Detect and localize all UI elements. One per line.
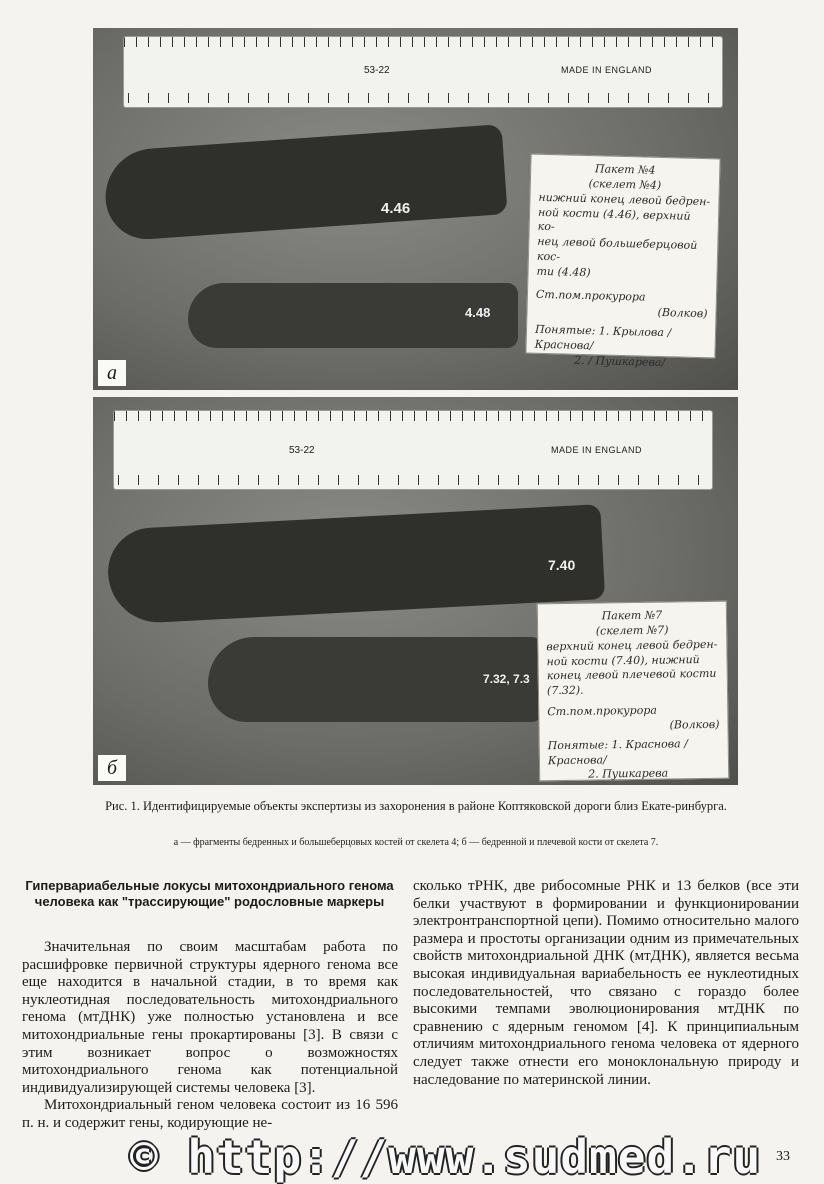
bone-femur-b: [106, 504, 605, 625]
tag-line: нижний конец левой бедрен-: [538, 190, 711, 208]
tag-line: Ст.пом.прокурора: [547, 703, 658, 719]
ruler-a: [123, 36, 723, 108]
tag-line: Ст.пом.прокурора: [535, 287, 646, 304]
figure-panel-a: [93, 28, 738, 390]
tag-line: (7.32).: [546, 683, 584, 698]
ruler-code: 53-22: [289, 445, 315, 456]
text-column-left: [22, 939, 398, 1133]
tag-line: нец левой большеберцовой кос-: [536, 234, 698, 264]
tag-line: Пакет №7: [601, 608, 663, 623]
ruler-code: 53-22: [364, 65, 390, 76]
paragraph: Митохондриальный геном человека состоит из 16 596 п. н. и содержит гены, кодирующие не-: [22, 1097, 398, 1131]
section-heading: Гипервариабельные локусы митохондриального генома человека как "трассирующие" родословные маркеры: [25, 878, 394, 909]
ruler-made-label: MADE IN ENGLAND: [560, 65, 652, 75]
panel-letter-a: а: [98, 360, 126, 386]
figure-caption: Рис. 1. Идентифицируемые объекты экспертизы из захоронения в районе Коптяковской дороги близ Екате-ринбурга.: [105, 799, 727, 813]
paragraph: сколько тРНК, две рибосомные РНК и 13 белков (все эти белки участвуют в формировании и функционировании электронтранспортной цепи). Помимо относительно малого размера и простоты организации одним из примечательных свойств митохондриальной ДНК (мтДНК), является весьма высокая индивидуальная вариабельность ее нуклеотидных последовательностей, что связано с гораздо более высокими темпами эволюционирования мтДНК по сравнению с ядерным геномом [4]. К принципиальным отличиям митохондриального генома человека от ядерного следует также отнести его моноклональную природу и наследование по материнской линии.: [413, 878, 799, 1088]
paragraph: Значительная по своим масштабам работа по расшифровке первичной структуры ядерного генома все еще находится в начальной стадии, в то время как нуклеотидная последовательность митохондриального генома (мтДНК) уже полностью установлена и все митохондриальные гены прокартированы [3]. В связи с этим возникает вопрос о возможностях митохондриального генома как потенциальной индивидуализирующей системы человека [3].: [22, 939, 398, 1096]
tag-line: 2. Пушкарева: [588, 766, 669, 782]
tag-line: Пакет №4: [594, 162, 656, 177]
tag-line: ной кости (7.40), нижний: [546, 652, 700, 668]
tag-line: ной кости (4.46), верхний ко-: [537, 205, 691, 234]
tag-line: (скелет №7): [595, 623, 669, 638]
tag-line: конец левой плечевой кости: [546, 667, 717, 683]
ruler-made-label: MADE IN ENGLAND: [550, 445, 642, 455]
ruler-scale: [118, 475, 708, 485]
evidence-tag-b: [537, 601, 729, 782]
tag-line: (скелет №4): [588, 176, 662, 192]
page-number: 33: [776, 1149, 790, 1164]
bone-label: 4.48: [465, 305, 491, 320]
evidence-tag-a: [525, 154, 720, 370]
tag-line: Понятые: 1. Крылова / Краснова/: [534, 323, 672, 353]
text-column-right: [413, 878, 799, 1089]
bone-label: 4.46: [381, 200, 411, 217]
ruler-scale: [128, 93, 718, 103]
bone-label: 7.32, 7.3: [483, 672, 530, 686]
bone-label: 7.40: [548, 557, 576, 573]
panel-letter-b: б: [98, 755, 126, 781]
tag-line: верхний конец левой бедрен-: [546, 637, 718, 653]
watermark: © http://www.sudmed.ru: [130, 1130, 762, 1184]
tag-line: 2. / Пушкарева/: [574, 353, 666, 370]
tag-line: ти (4.48): [536, 264, 591, 280]
figure-subcaption: а — фрагменты бедренных и большеберцовых костей от скелета 4; б — бедренной и плечевой кости от скелета 7.: [173, 837, 659, 848]
tag-line: Понятые: 1. Краснова / Краснова/: [547, 736, 688, 767]
tag-line: (Волков): [669, 717, 720, 732]
ruler-b: [113, 410, 713, 490]
tag-line: (Волков): [657, 305, 708, 320]
bone-femur-a: [102, 124, 507, 242]
figure-panel-b: [93, 397, 738, 785]
